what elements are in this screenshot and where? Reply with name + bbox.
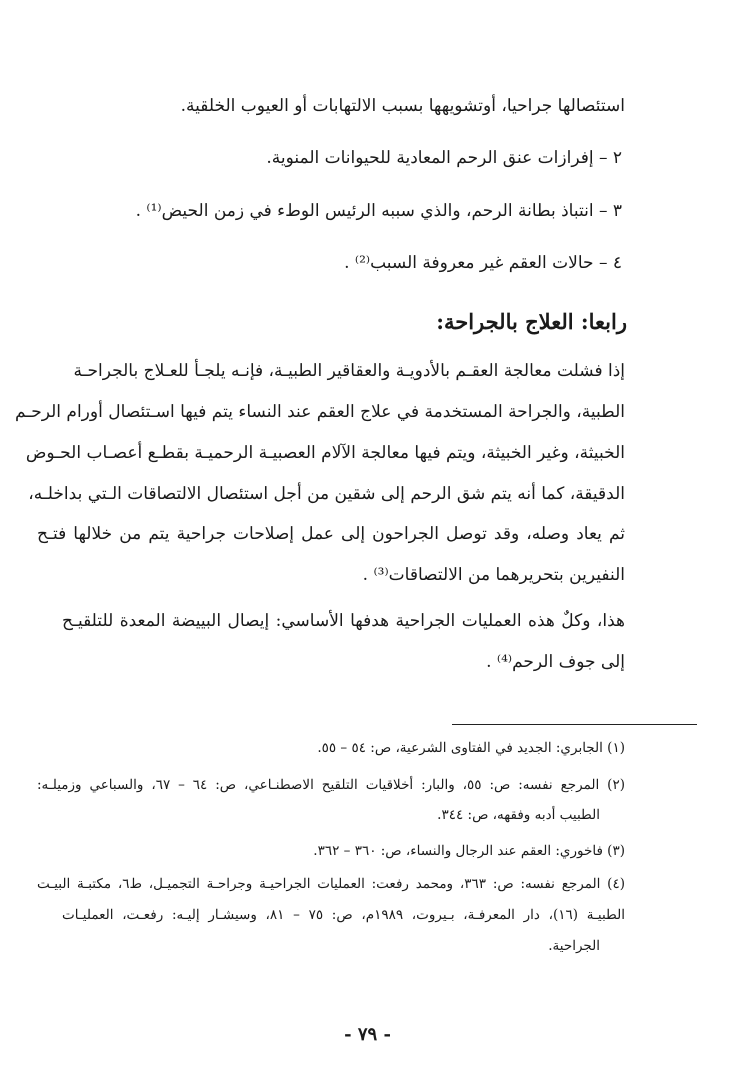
paragraph-line: هذا، وكلٌ هذه العمليات الجراحية هدفها الأساسي: إيصال البييضة المعدة للتلقيـح: [62, 611, 625, 631]
footnote-line: (٢) المرجع نفسه: ص: ٥٥، والبار: أخلاقيات التلقيح الاصطنـاعي، ص: ٦٤ – ٦٧، والسباعي وزميلـه:: [37, 777, 625, 793]
page-number: - ٧٩ -: [344, 1024, 391, 1045]
footnote-line: الطبيـة (١٦)، دار المعرفـة، بـيروت، ١٩٨٩م، ص: ٧٥ – ٨١، وسيشـار إليـه: رفعـت، العمليـات: [62, 907, 625, 923]
paragraph-line: الخبيثة، وغير الخبيثة، ويتم فيها معالجة الآلام العصبيـة الرحميـة بقطـع أعصـاب الحـوض: [25, 443, 625, 463]
footnote-line: الطبيب أدبه وفقهه، ص: ٣٤٤.: [437, 807, 600, 823]
list-item: ٤ – حالات العقم غير معروفة السبب⁽²⁾ .: [344, 253, 622, 273]
paragraph-line: إلى جوف الرحم⁽⁴⁾ .: [486, 652, 625, 672]
footnote-line: الجراحية.: [548, 938, 600, 954]
list-item: ٢ – إفرازات عنق الرحم المعادية للحيوانات المنوية.: [266, 148, 622, 168]
paragraph-line: ثم يعاد وصله، وقد توصل الجراحون إلى عمل إصلاحات جراحية يتم من خلالها فتـح: [37, 524, 625, 544]
paragraph-line: إذا فشلت معالجة العقـم بالأدويـة والعقاقير الطبيـة، فإنـه يلجـأ للعـلاج بالجراحـة: [73, 361, 625, 381]
footnote-line: (٤) المرجع نفسه: ص: ٣٦٣، ومحمد رفعت: العمليات الجراحيـة وجراحـة التجميـل، ط٦، مكتبـة البيـت: [37, 876, 625, 892]
list-item: ٣ – انتباذ بطانة الرحم، والذي سببه الرئيس الوطء في زمن الحيض⁽¹⁾ .: [135, 201, 622, 221]
paragraph-line: الدقيقة، كما أنه يتم شق الرحم إلى شقين من أجل استئصال الالتصاقات الـتي بداخلـه،: [28, 484, 625, 504]
paragraph-line: النفيرين بتحريرهما من الالتصاقات⁽³⁾ .: [362, 565, 625, 585]
footnote-separator: [452, 724, 697, 725]
paragraph-line: الطبية، والجراحة المستخدمة في علاج العقم عند النساء يتم فيها اسـتئصال أورام الرحـم: [14, 402, 625, 422]
section-heading: رابعا: العلاج بالجراحة:: [436, 309, 627, 334]
footnote-line: (١) الجابري: الجديد في الفتاوى الشرعية، ص: ٥٤ – ٥٥.: [317, 740, 625, 756]
intro-line: استئصالها جراحيا، أوتشويهها بسبب الالتهابات أو العيوب الخلقية.: [180, 96, 625, 116]
footnote-line: (٣) فاخوري: العقم عند الرجال والنساء، ص: ٣٦٠ – ٣٦٢.: [313, 843, 625, 859]
